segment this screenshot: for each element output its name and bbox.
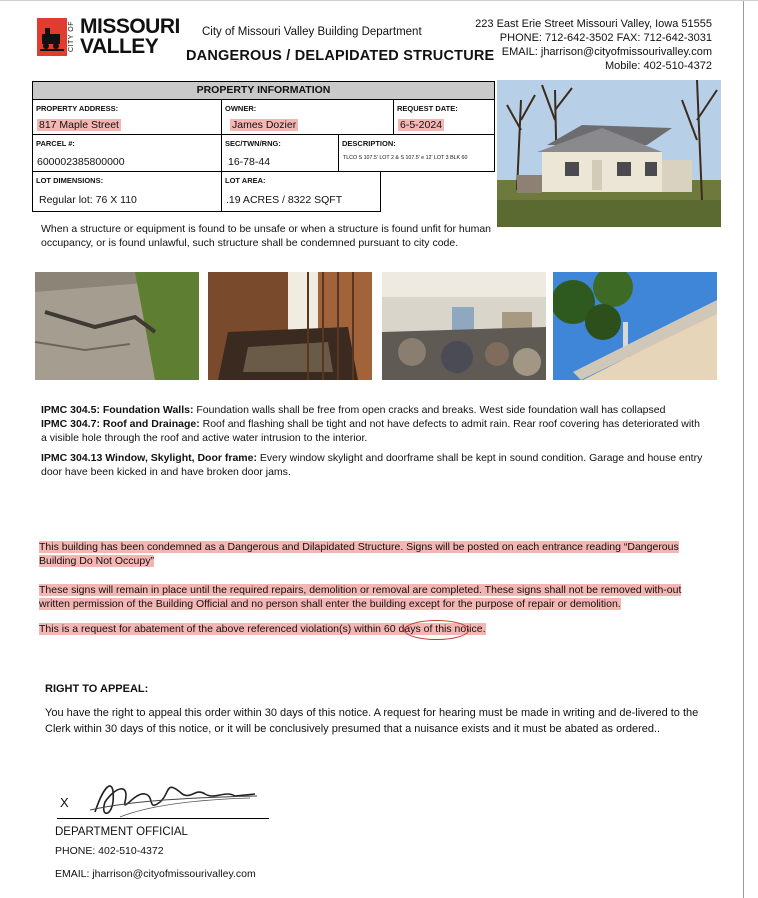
violation-door-text: Every window skylight and doorframe shall be kept in sound condition. Garage and house entry door have been kicked in and have broken door jams.: [41, 452, 703, 478]
contact-phone-fax: PHONE: 712-642-3502 FAX: 712-642-3031: [499, 32, 712, 44]
property-section-header: PROPERTY INFORMATION: [32, 81, 495, 100]
logo-line1: MISSOURI: [80, 15, 180, 38]
address-cell: [32, 99, 222, 135]
owner-value: James Dozier: [232, 119, 297, 131]
notice-abatement: [39, 623, 707, 637]
notice-signs: [39, 584, 707, 611]
notice-condemned: [39, 541, 707, 568]
request-date-value: 6-5-2024: [400, 119, 443, 131]
logo-city-text: CITY OF: [68, 21, 75, 53]
description-cell: [338, 134, 495, 172]
page-title: DANGEROUS / DELAPIDATED STRUCTURE: [186, 48, 495, 64]
violation-roof: [41, 418, 706, 445]
exterior-roof-photo: [553, 272, 717, 380]
signature-x-mark: X: [60, 795, 69, 810]
description-label: DESCRIPTION:: [342, 139, 396, 148]
address-value: 817 Maple Street: [39, 119, 119, 131]
logo-line2: VALLEY: [80, 35, 159, 58]
violation-foundation-text: Foundation walls shall be free from open cracks and breaks. West side foundation wall has collapsed: [193, 404, 666, 416]
request-date-cell: [393, 99, 495, 135]
notice-signs-text: These signs will remain in place until the required repairs, demolition or removal are completed. These signs shall not be removed with-out written permission of the Building Official and no person shall enter the building except for the purpose of repair or demolition.: [39, 584, 682, 610]
violation-roof-code: IPMC 304.7: Roof and Drainage:: [41, 418, 200, 430]
parcel-label: PARCEL #:: [36, 139, 75, 148]
intro-paragraph: When a structure or equipment is found to be unsafe or when a structure is found unfit for human occupancy, or is found unlawful, such structure shall be condemned pursuant to city code.: [41, 223, 492, 249]
foundation-photo: [35, 272, 199, 380]
parcel-cell: [32, 134, 222, 172]
violation-foundation: [41, 404, 701, 418]
request-date-label: REQUEST DATE:: [397, 104, 458, 113]
lot-dimensions-cell: [32, 171, 222, 212]
logo-wordmark: [80, 17, 180, 57]
official-phone: PHONE: 402-510-4372: [55, 845, 164, 857]
description-value: TLCO S 107.5' LOT 2 & S 107.5' e 12' LOT 3 BLK 60: [343, 155, 468, 161]
roof-damage-photo: [208, 272, 372, 380]
contact-block: [475, 17, 712, 73]
appeal-text: You have the right to appeal this order within 30 days of this notice. A request for hearing must be made in writing and de-livered to the Clerk within 30 days of this notice, or it will be conclusively presumed that a nuisance exists and it must be abated as ordered..: [45, 707, 699, 735]
contact-address: 223 East Erie Street Missouri Valley, Iowa 51555: [475, 18, 712, 30]
property-table: [32, 81, 495, 212]
appeal-title: RIGHT TO APPEAL:: [45, 683, 149, 695]
official-email: EMAIL: jharrison@cityofmissourivalley.com: [55, 868, 256, 880]
contact-mobile: Mobile: 402-510-4372: [604, 60, 712, 72]
lot-area-cell: [221, 171, 381, 212]
violation-door-code: IPMC 304.13 Window, Skylight, Door frame:: [41, 452, 257, 464]
signature-line: [57, 818, 269, 819]
violation-foundation-code: IPMC 304.5: Foundation Walls:: [41, 404, 194, 416]
page-top-border: [0, 0, 758, 1]
contact-email: EMAIL: jharrison@cityofmissourivalley.com: [501, 46, 712, 58]
address-label: PROPERTY ADDRESS:: [36, 104, 119, 113]
department-name: City of Missouri Valley Building Department: [202, 26, 422, 38]
official-signature: [85, 772, 260, 822]
sec-twn-rng-value: 16-78-44: [228, 156, 271, 168]
page-right-border: [743, 0, 744, 898]
violation-door: [41, 452, 706, 479]
sec-twn-rng-cell: [221, 134, 339, 172]
lot-area-value: .19 ACRES / 8322 SQFT: [226, 194, 343, 206]
sec-twn-rng-label: SEC/TWN/RNG:: [225, 139, 281, 148]
logo-mark: [37, 18, 67, 56]
lot-area-label: LOT AREA:: [225, 176, 266, 185]
owner-label: OWNER:: [225, 104, 257, 113]
notice-abatement-text: This is a request for abatement of the above referenced violation(s) within 60 days of this notice.: [39, 623, 486, 635]
lot-dimensions-label: LOT DIMENSIONS:: [36, 176, 104, 185]
interior-debris-photo: [382, 272, 546, 380]
house-photo: [497, 80, 721, 227]
owner-cell: [221, 99, 394, 135]
lot-dimensions-value: Regular lot: 76 X 110: [39, 194, 137, 206]
official-label: DEPARTMENT OFFICIAL: [55, 826, 188, 838]
sixty-days-circle-mark: [404, 620, 469, 640]
violation-roof-text: Roof and flashing shall be tight and not have defects to admit rain. Rear roof covering has deteriorated with a visible hole through the roof and active water intrusion to the interior.: [41, 418, 700, 444]
parcel-value: 600002385800000: [37, 156, 125, 168]
notice-condemned-text: This building has been condemned as a Dangerous and Dilapidated Structure. Signs will be posted on each entrance reading “Dangerous Building Do Not Occupy”: [39, 541, 679, 567]
